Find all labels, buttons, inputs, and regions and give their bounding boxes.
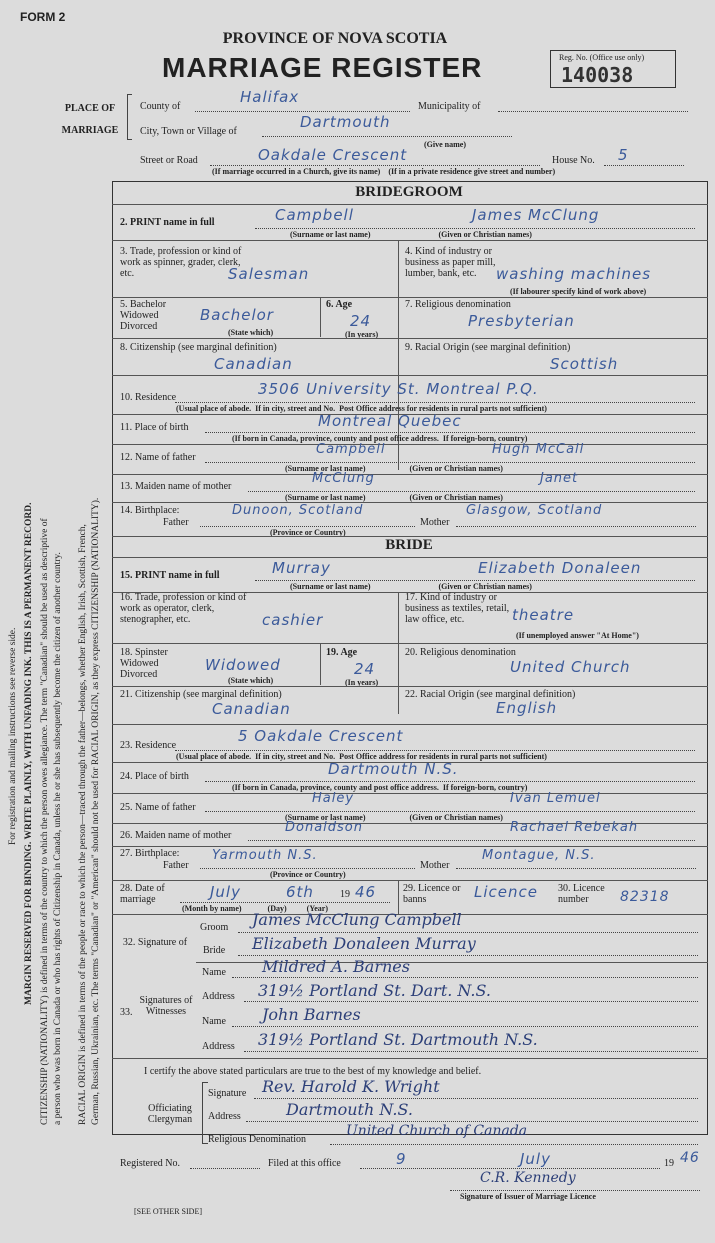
date-sub: (Month by name) (Day) (Year) [182,904,328,913]
house-value: 5 [618,146,629,164]
groom-bp-mother-word: Mother [420,517,450,528]
street-label: Street or Road [140,155,198,166]
groom-status-sub: (State which) [228,328,274,337]
registered-label: Registered No. [120,1158,180,1169]
margin-line-2: MARGIN RESERVED FOR BINDING. WRITE PLAINLY, WITH UNFADING INK. THIS IS A PERMANENT RECORD. [24,502,34,1005]
place-of-marriage-label [55,98,125,142]
marriage-day: 6th [286,883,314,901]
groom-father-given: Hugh McCall [492,442,585,457]
form-number: FORM 2 [20,10,66,24]
witness2-name: John Barnes [262,1005,361,1024]
clergy-address: Dartmouth N.S. [286,1100,413,1119]
bride-industry-label: 17. Kind of industry or business as textiles, retail, law office, etc. [405,592,510,625]
bride-father-label: 25. Name of father [120,802,196,813]
groom-mother-birthplace: Glasgow, Scotland [466,503,603,518]
bridegroom-heading: BRIDEGROOM [355,184,463,200]
groom-industry-sub: (If labourer specify kind of work above) [510,287,647,296]
clergy-denomination: United Church of Canada [346,1123,528,1139]
licence-label: 29. Licence or banns [403,883,461,905]
certify-text: I certify the above stated particulars are true to the best of my knowledge and belief. [144,1066,482,1077]
place-label-2: MARRIAGE [61,125,119,136]
clergy-signature: Rev. Harold K. Wright [262,1077,440,1096]
groom-father-surname: Campbell [316,442,386,457]
groom-mother-label: 13. Maiden name of mother [120,481,232,492]
groom-given: James McClung [472,206,600,224]
w1-name-word: Name [202,967,226,978]
bride-status-sub: (State which) [228,676,274,685]
groom-surname: Campbell [275,206,354,224]
groom-bp-father-word: Father [163,517,189,528]
place-bracket [127,94,132,140]
bride-trade: cashier [262,611,324,629]
witnesses-label: Signatures of Witnesses [139,995,193,1017]
margin-line-1: For registration and mailing instructions see reverse side. [8,627,18,845]
bride-name-label: 15. PRINT name in full [120,570,220,581]
groom-father-label: 12. Name of father [120,452,196,463]
marriage-year-prefix: 19 [340,889,350,900]
bride-citizenship: Canadian [212,700,291,718]
groom-father-birthplace: Dunoon, Scotland [232,503,364,518]
bride-mother-surname: Donaldson [285,820,363,835]
groom-mother-surname: McClung [312,471,375,486]
bride-religion: United Church [510,658,631,676]
bride-status-label: 18. Spinster Widowed Divorced [120,647,168,680]
margin-line-3: CITIZENSHIP (NATIONALITY) is defined in terms of the country to which the person owes allegiance. The term "Canadian" should be used as descriptive of [40,518,50,1125]
witness2-address: 319½ Portland St. Dartmouth N.S. [258,1030,538,1049]
bride-mother-birthplace: Montague, N.S. [482,848,596,863]
bride-industry: theatre [512,606,575,624]
groom-age: 24 [350,312,372,330]
reg-no-label: Reg. No. (Office use only) [559,53,645,62]
bride-racial-label: 22. Racial Origin (see marginal definition) [405,689,576,700]
filed-label: Filed at this office [268,1158,341,1169]
see-other-side: [SEE OTHER SIDE] [134,1207,202,1216]
bride-residence-label: 23. Residence [120,740,177,751]
groom-mother-sub: (Surname or last name) (Given or Christian names) [285,493,503,502]
county-value: Halifax [240,88,300,106]
groom-name-label: 2. PRINT name in full [120,217,215,228]
groom-trade: Salesman [228,265,310,283]
bride-bp-mother-word: Mother [420,860,450,871]
bride-religion-label: 20. Religious denomination [405,647,516,658]
w2-name-word: Name [202,1016,226,1027]
reg-no-box [550,50,676,88]
w2-address-word: Address [202,1041,235,1052]
marriage-year: 46 [355,883,377,901]
county-label: County of [140,101,181,112]
street-value: Oakdale Crescent [258,146,408,164]
bride-signature: Elizabeth Donaleen Murray [252,934,476,953]
groom-residence-sub: (Usual place of abode. If in city, street and No. Post Office address for residents in rural parts not sufficient) [176,404,547,413]
bride-father-sub: (Surname or last name) (Given or Christian names) [285,813,503,822]
witness1-name: Mildred A. Barnes [262,957,410,976]
marriage-month: July [210,883,241,901]
groom-status-label: 5. Bachelor Widowed Divorced [120,299,167,332]
groom-residence: 3506 University St. Montreal P.Q. [258,380,539,398]
bride-name-sub: (Surname or last name) (Given or Christian names) [290,582,532,591]
groom-racial-label: 9. Racial Origin (see marginal definition) [405,342,571,353]
bride-age-label: 19. Age [326,647,358,658]
municipality-label: Municipality of [418,101,481,112]
groom-birthplace-label: 14. Birthplace: [120,505,180,516]
groom-citizenship: Canadian [214,355,293,373]
bride-mother-label: 26. Maiden name of mother [120,830,232,841]
groom-birth-sub: (If born in Canada, province, county and post office address. If foreign-born, country) [232,434,528,443]
groom-industry-label: 4. Kind of industry or business as paper mill, lumber, bank, etc. [405,246,496,279]
licence-number: 82318 [620,889,670,905]
filed-year-prefix: 19 [664,1158,674,1169]
groom-mother-given: Janet [540,471,579,486]
bride-racial: English [496,699,558,717]
officiating-label: Officiating Clergyman [147,1103,193,1125]
date-label: 28. Date of marriage [120,883,165,905]
signature-of-label: 32. Signature of [122,937,188,948]
bride-heading: BRIDE [385,537,433,553]
bride-father-surname: Haley [312,791,355,806]
clergy-signature-word: Signature [208,1088,247,1099]
binding-margin [0,0,130,1243]
groom-age-sub: (In years) [345,330,379,339]
bride-bp-father-word: Father [163,860,189,871]
issuer-signature: C.R. Kennedy [480,1170,576,1186]
page-title: MARRIAGE REGISTER [162,52,483,83]
margin-line-5: RACIAL ORIGIN is defined in terms of the people or race to which the person—traced through the father—belongs, whether English, Irish, Scottish, French, [78,524,88,1125]
clergy-denomination-word: Religious Denomination [208,1134,307,1145]
groom-religion: Presbyterian [468,312,575,330]
bride-trade-label: 16. Trade, profession or kind of work as operator, clerk, stenographer, etc. [120,592,247,625]
bride-given: Elizabeth Donaleen [478,559,642,577]
bride-birth: Dartmouth N.S. [328,760,459,778]
bride-father-birthplace: Yarmouth N.S. [212,848,318,863]
bride-citizenship-label: 21. Citizenship (see marginal definition) [120,689,282,700]
filed-day: 9 [396,1150,407,1168]
reg-no-stamp: 140038 [561,63,634,87]
groom-birth-label: 11. Place of birth [120,422,189,433]
groom-status: Bachelor [200,306,274,324]
w1-address-word: Address [202,991,235,1002]
licence-value: Licence [474,883,538,901]
bride-birth-label: 24. Place of birth [120,771,189,782]
groom-religion-label: 7. Religious denomination [405,299,511,310]
groom-bp-sub: (Province or Country) [270,528,346,537]
bride-word: Bride [203,945,226,956]
groom-age-label: 6. Age [326,299,353,310]
groom-father-sub: (Surname or last name) (Given or Christian names) [285,464,503,473]
bride-mother-given: Rachael Rebekah [510,820,639,835]
groom-industry: washing machines [496,265,652,283]
groom-birth: Montreal Quebec [318,412,462,430]
bride-industry-sub: (If unemployed answer "At Home") [516,631,639,640]
bride-surname: Murray [272,559,331,577]
bride-father-given: Ivan Lemuel [510,791,601,806]
city-label: City, Town or Village of [140,126,237,137]
bride-birthplace-label: 27. Birthplace: [120,848,180,859]
clergy-address-word: Address [208,1111,241,1122]
margin-line-4: a person who was born in Canada or who has rights of Citizenship in Canada, unless he or she has subsequently become the citizen of another country. [53,552,63,1125]
city-value: Dartmouth [300,113,391,131]
groom-trade-label: 3. Trade, profession or kind of work as spinner, grader, clerk, etc. [120,246,242,279]
licence-number-label: 30. Licence number [558,883,605,905]
bride-bp-sub: (Province or Country) [270,870,346,879]
bride-birth-sub: (If born in Canada, province, county and post office address. If foreign-born, country) [232,783,528,792]
place-note: (If marriage occurred in a Church, give its name) (If in a private residence give street and number) [212,167,556,176]
issuer-label: Signature of Issuer of Marriage Licence [460,1192,596,1201]
margin-line-6: German, Russian, Ukrainian, etc. The terms "Canadian" or "American" should not be used for RACIAL ORIGIN, as they express CITIZENSHIP (NATIONALITY). [91,497,101,1125]
bride-age-sub: (In years) [345,678,379,687]
groom-name-sub: (Surname or last name) (Given or Christian names) [290,230,532,239]
bride-residence: 5 Oakdale Crescent [238,727,404,745]
bride-residence-sub: (Usual place of abode. If in city, street and No. Post Office address for residents in rural parts not sufficient) [176,752,547,761]
filed-year: 46 [680,1150,700,1166]
filed-month: July [520,1150,551,1168]
witness-number: 33. [120,1007,133,1018]
bride-age: 24 [354,660,376,678]
province-heading: PROVINCE OF NOVA SCOTIA [222,30,448,47]
groom-racial: Scottish [550,355,619,373]
groom-word: Groom [200,922,229,933]
groom-citizenship-label: 8. Citizenship (see marginal definition) [120,342,277,353]
house-label: House No. [552,155,595,166]
bride-status: Widowed [205,656,281,674]
place-label-1: PLACE OF [64,103,116,114]
give-name-note: (Give name) [424,140,466,149]
witness1-address: 319½ Portland St. Dart. N.S. [258,981,491,1000]
groom-residence-label: 10. Residence [120,392,177,403]
groom-signature: James McClung Campbell [252,910,462,929]
